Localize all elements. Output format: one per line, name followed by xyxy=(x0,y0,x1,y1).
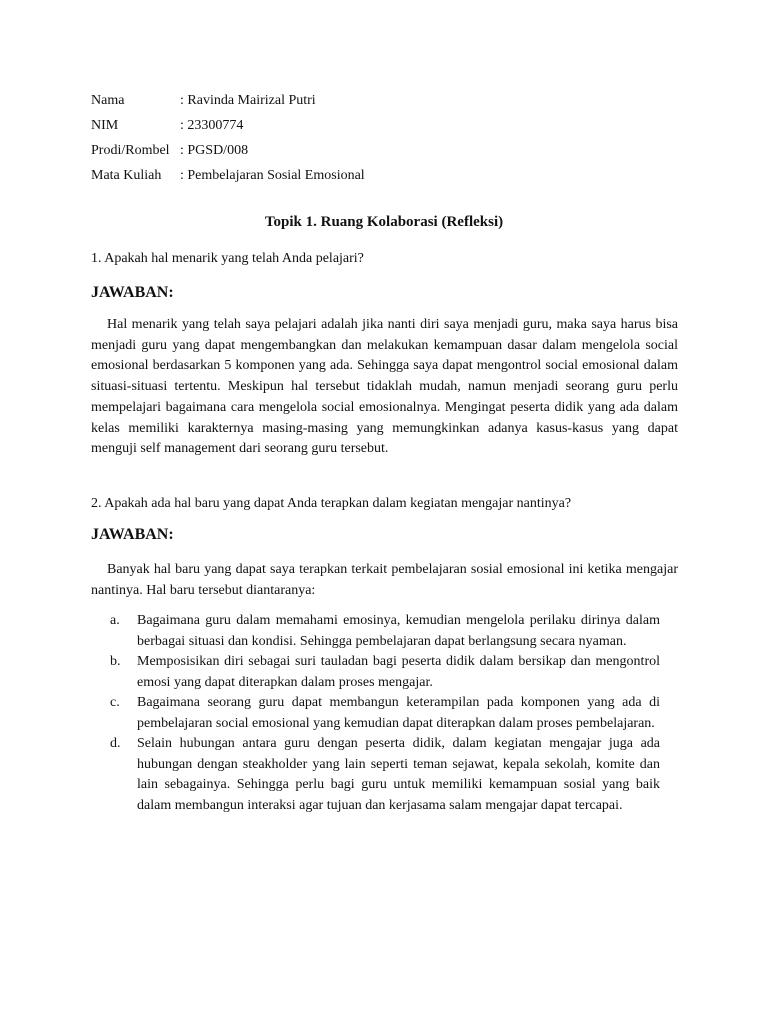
info-value: : PGSD/008 xyxy=(180,143,249,158)
info-key: Prodi/Rombel xyxy=(91,143,170,158)
document-title: Topik 1. Ruang Kolaborasi (Refleksi) xyxy=(264,214,504,230)
list-item-text: Bagaimana guru dalam memahami emosinya, kemudian mengelola perilaku dirinya dalam berbagai situasi dan kondisi. Sehingga pembelajaran dapat berlangsung secara nyaman. xyxy=(137,613,660,649)
list-item-text: Selain hubungan antara guru dengan peserta didik, dalam kegiatan mengajar juga ada hubungan dengan steakholder yang lain seperti teman sejawat, kepala sekolah, komite dan lain sebagainya. Sehingga perlu bagi guru untuk memiliki kemampuan sosial yang baik dalam membangun interaksi agar tujuan dan kerjasama salam mengajar dapat tercapai. xyxy=(137,736,660,813)
list-marker: d. xyxy=(110,736,121,751)
info-key: Mata Kuliah xyxy=(91,168,162,183)
list-item xyxy=(110,734,660,816)
info-row-name xyxy=(91,91,365,116)
info-value: : Ravinda Mairizal Putri xyxy=(180,93,316,108)
answer-1-label: JAWABAN: xyxy=(91,284,174,301)
student-info xyxy=(91,91,365,191)
answer-2-text: Banyak hal baru yang dapat saya terapkan terkait pembelajaran sosial emosional ini ketika mengajar nantinya. Hal baru tersebut diantaranya: xyxy=(91,562,678,598)
list-item-text: Memposisikan diri sebagai suri tauladan bagi peserta didik dalam bersikap dan mengontrol emosi yang dapat diterapkan dalam proses mengajar. xyxy=(137,654,660,690)
info-value: : 23300774 xyxy=(180,118,244,133)
answer-2-list xyxy=(110,611,660,816)
info-row-nim xyxy=(91,116,365,141)
list-item xyxy=(110,611,660,652)
question-2: 2. Apakah ada hal baru yang dapat Anda terapkan dalam kegiatan mengajar nantinya? xyxy=(91,496,572,511)
list-item xyxy=(110,693,660,734)
question-1: 1. Apakah hal menarik yang telah Anda pelajari? xyxy=(91,251,364,266)
info-row-course xyxy=(91,166,365,191)
answer-1-text: Hal menarik yang telah saya pelajari adalah jika nanti diri saya menjadi guru, maka saya harus bisa menjadi guru yang dapat mengembangkan dan melakukan kemampuan dasar dalam mengelola social emosional berdasarkan 5 komponen yang ada. Sehingga saya dapat mengontrol social emosional dalam situasi-situasi tertentu. Meskipun hal tersebut tidaklah mudah, namun menjadi seorang guru perlu mempelajari bagaimana cara mengelola social emosionalnya. Mengingat peserta didik yang ada dalam kelas memiliki karakternya masing-masing yang memungkinkan adanya kasus-kasus yang dapat menguji self management dari seorang guru tersebut. xyxy=(91,317,678,457)
list-item-text: Bagaimana seorang guru dapat membangun keterampilan pada komponen yang ada di pembelajaran social emosional yang kemudian dapat diterapkan dalam proses pembelajaran. xyxy=(137,695,660,731)
list-marker: b. xyxy=(110,654,121,669)
info-row-prodi xyxy=(91,141,365,166)
info-key: Nama xyxy=(91,93,125,108)
info-key: NIM xyxy=(91,118,119,133)
list-marker: c. xyxy=(110,695,120,710)
info-value: : Pembelajaran Sosial Emosional xyxy=(180,168,365,183)
list-item xyxy=(110,652,660,693)
list-marker: a. xyxy=(110,613,120,628)
answer-2-label: JAWABAN: xyxy=(91,526,174,543)
